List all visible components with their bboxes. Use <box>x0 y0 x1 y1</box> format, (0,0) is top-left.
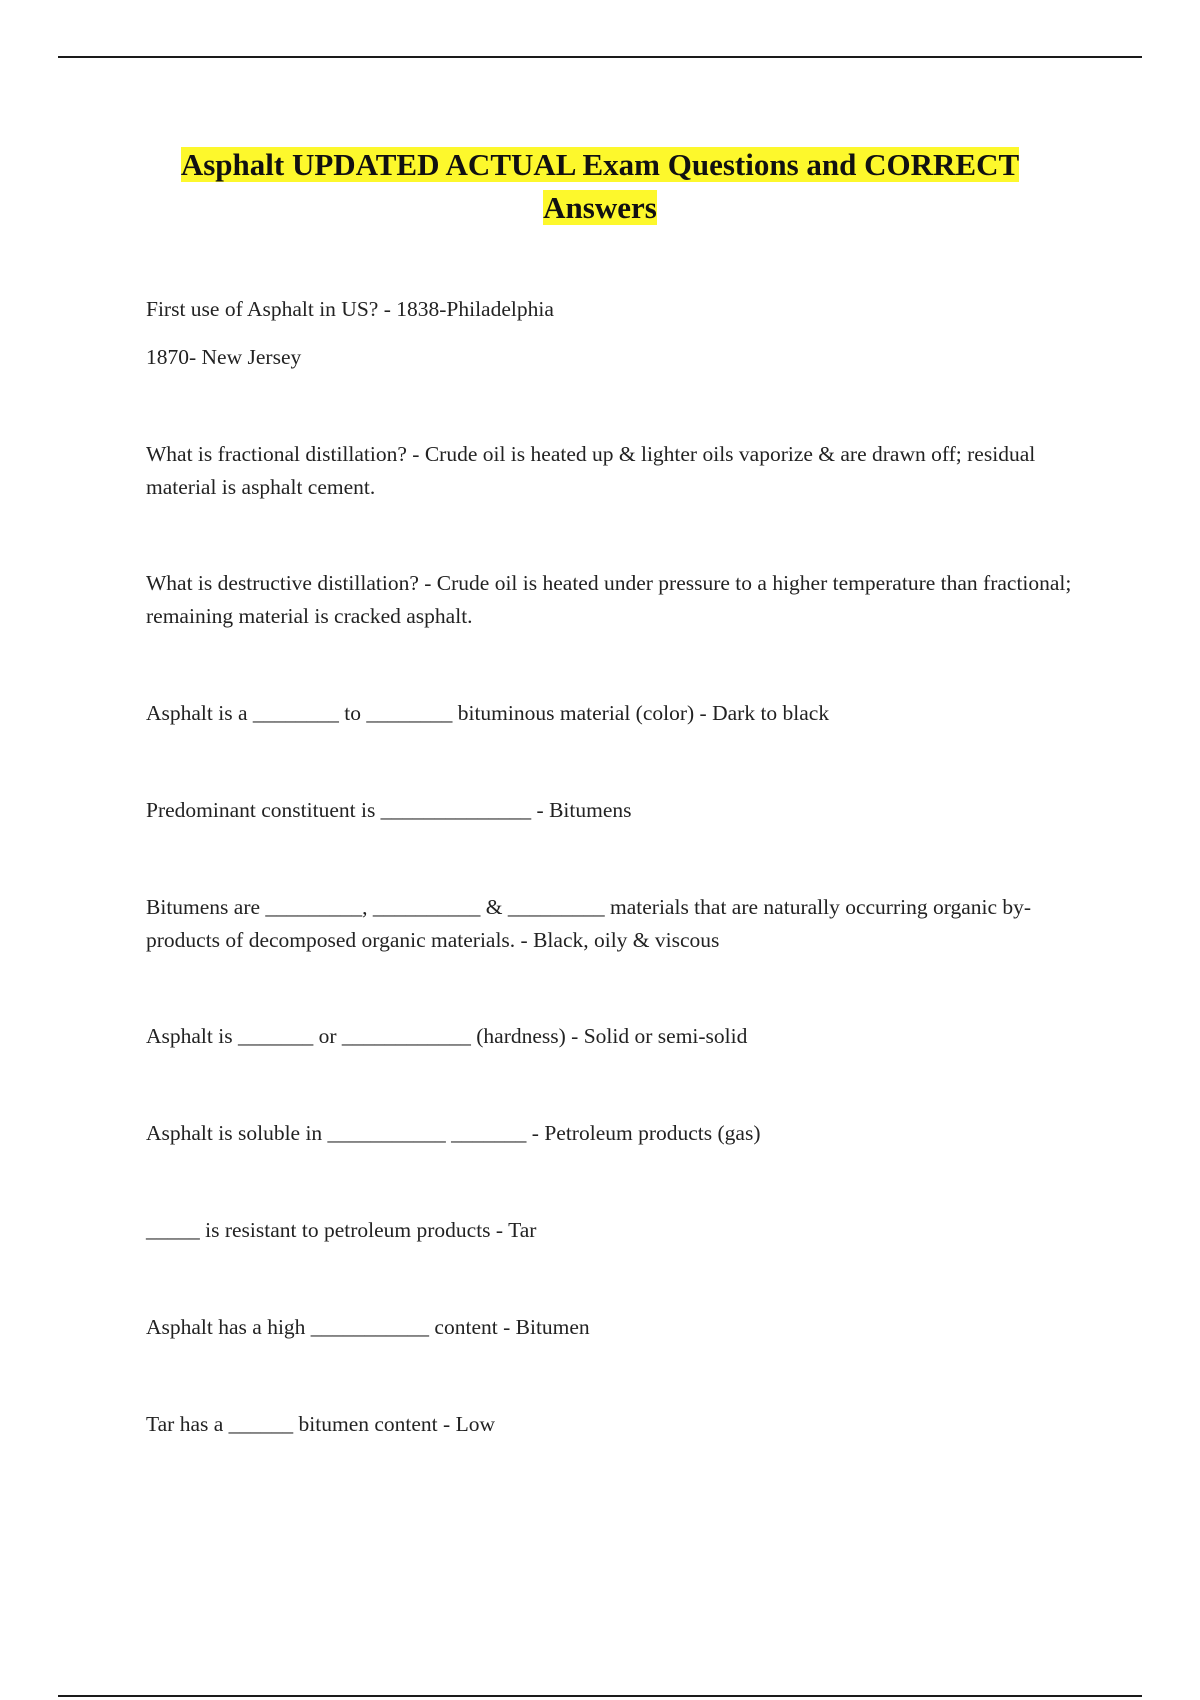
qa-item-predominant-constituent: Predominant constituent is ______________ - Bitumens <box>146 798 632 822</box>
top-divider <box>58 56 1142 58</box>
qa-item-asphalt-soluble: Asphalt is soluble in ___________ _______ - Petroleum products (gas) <box>146 1121 761 1145</box>
qa-item-bitumens: Bitumens are _________, __________ & _________ materials that are naturally occurring organic by-products of decomposed organic materials. - Black, oily & viscous <box>146 895 1032 952</box>
qa-item-first-use: First use of Asphalt in US? - 1838-Philadelphia <box>146 297 554 321</box>
title-line-2: Answers <box>543 190 657 225</box>
qa-item-tar-resistant: _____ is resistant to petroleum products - Tar <box>146 1218 537 1242</box>
qa-item-destructive-distillation: What is destructive distillation? - Crude oil is heated under pressure to a higher temperature than fractional; remaining material is cracked asphalt. <box>146 571 1072 628</box>
qa-item-fractional-distillation: What is fractional distillation? - Crude oil is heated up & lighter oils vaporize & are drawn off; residual material is asphalt cement. <box>146 442 1036 499</box>
bottom-divider <box>58 1695 1142 1697</box>
qa-item-asphalt-bitumen-content: Asphalt has a high ___________ content - Bitumen <box>146 1315 590 1339</box>
qa-item-first-use-continued: 1870- New Jersey <box>146 345 302 369</box>
qa-item-asphalt-color: Asphalt is a ________ to ________ bituminous material (color) - Dark to black <box>146 701 830 725</box>
document-title <box>100 143 1100 229</box>
qa-item-asphalt-hardness: Asphalt is _______ or ____________ (hardness) - Solid or semi-solid <box>146 1024 748 1048</box>
qa-item-tar-bitumen-content: Tar has a ______ bitumen content - Low <box>146 1412 495 1436</box>
title-line-1: Asphalt UPDATED ACTUAL Exam Questions and CORRECT <box>180 147 1020 182</box>
